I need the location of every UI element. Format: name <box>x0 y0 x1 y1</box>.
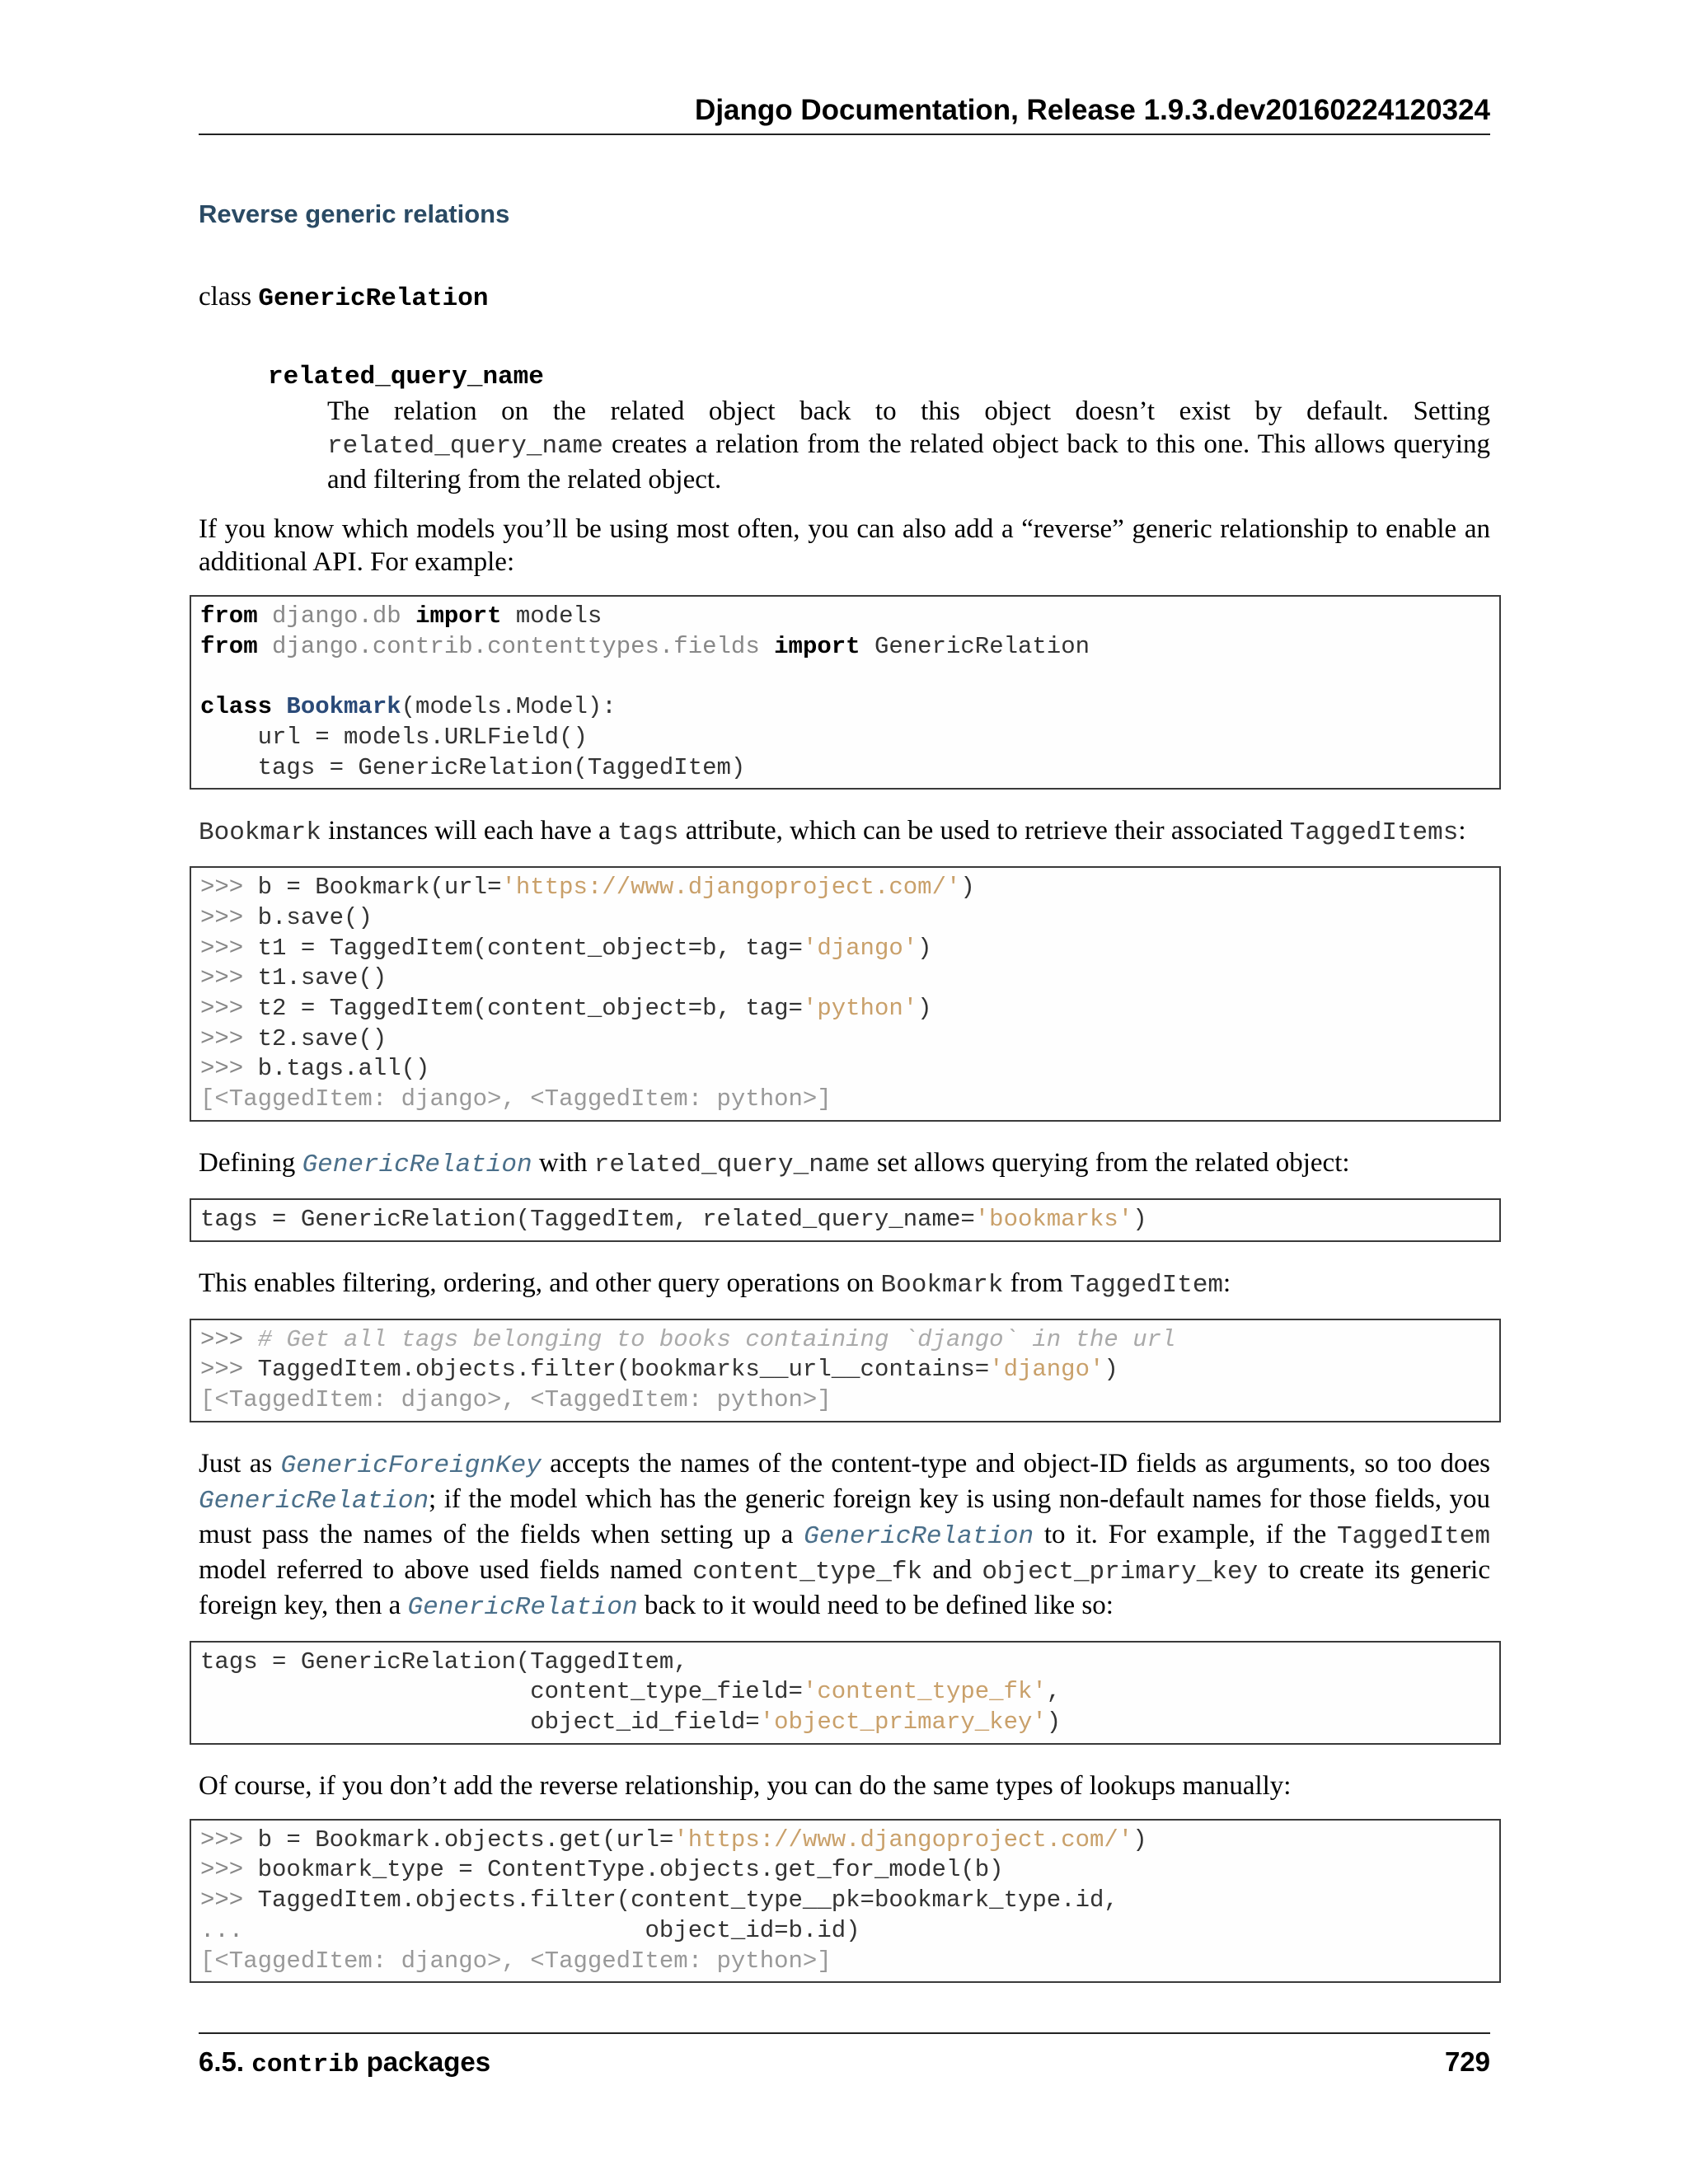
paragraph-of-course: Of course, if you don’t add the reverse relationship, you can do the same types of lookups manually: <box>199 1770 1292 1801</box>
code-block-custom-fields: tags = GenericRelation(TaggedItem, content_type_field='content_type_fk', object_id_field='object_primary_key') <box>190 1641 1501 1745</box>
paragraph-filtering: This enables filtering, ordering, and other query operations on Bookmark from TaggedItem: <box>199 1268 1231 1300</box>
link-genericrelation[interactable]: GenericRelation <box>302 1150 532 1179</box>
code-block-usage: >>> b = Bookmark(url='https://www.djangoproject.com/') >>> b.save() >>> t1 = TaggedItem(content_object=b, tag='django') >>> t1.save() >>> t2 = TaggedItem(content_object=b, tag='python') >>> t2.save() >>> b.tags.all() [<TaggedItem: django>, <TaggedItem: python>] <box>190 866 1501 1122</box>
code-block-related-query-name: tags = GenericRelation(TaggedItem, related_query_name='bookmarks') <box>190 1198 1501 1242</box>
paragraph-defining: Defining GenericRelation with related_query_name set allows querying from the related object: <box>199 1147 1350 1179</box>
code-block-filter: >>> # Get all tags belonging to books containing `django` in the url >>> TaggedItem.objects.filter(bookmarks__url__contains='django') [<TaggedItem: django>, <TaggedItem: python>] <box>190 1319 1501 1422</box>
link-genericrelation[interactable]: GenericRelation <box>407 1592 638 1622</box>
paragraph-just-as: Just as GenericForeignKey accepts the names of the content-type and object-ID fields as arguments, so too does GenericRelation; if the model which has the generic foreign key is using non-default names for those fields, you must pass the names of the fields when setting up a GenericRelation to it. For example, if the TaggedItem model referred to above used fields named content_type_fk and object_primary_key to create its generic foreign key, then a GenericRelation back to it would need to be defined like so: <box>199 1448 1491 1622</box>
attribute-description: The relation on the related object back to this object doesn’t exist by default. Setting related_query_name creates a relation from the related object back to this one. This allows querying and filtering from the related object. <box>327 396 1490 494</box>
paragraph-tags: Bookmark instances will each have a tags attribute, which can be used to retrieve their associated TaggedItems: <box>199 816 1466 848</box>
page-content <box>199 198 1490 2008</box>
attribute-block <box>268 360 1490 496</box>
page-number: 729 <box>1444 2046 1490 2077</box>
class-signature <box>199 279 1490 317</box>
inline-code: related_query_name <box>327 432 603 461</box>
attribute-name: related_query_name <box>268 363 544 391</box>
code-block-manual-lookup: >>> b = Bookmark.objects.get(url='https://www.djangoproject.com/') >>> bookmark_type = ContentType.objects.get_for_model(b) >>> TaggedItem.objects.filter(content_type__pk=bookmark_type.id, ... object_id=b.id) [<TaggedItem: django>, <TaggedItem: python>] <box>190 1819 1501 1984</box>
paragraph-intro: If you know which models you’ll be using most often, you can also add a “reverse” generic relationship to enable an additional API. For example: <box>199 514 1490 577</box>
code-block-model: from django.db import models from django.contrib.contenttypes.fields import GenericRelation class Bookmark(models.Model): url = models.URLField() tags = GenericRelation(TaggedItem) <box>190 595 1501 790</box>
link-genericrelation[interactable]: GenericRelation <box>804 1521 1034 1551</box>
footer-section: 6.5. contrib packages <box>199 2046 491 2079</box>
page-header: Django Documentation, Release 1.9.3.dev20160224120324 <box>199 89 1490 135</box>
link-genericforeignkey[interactable]: GenericForeignKey <box>280 1451 542 1480</box>
page-footer <box>199 2032 1490 2085</box>
class-keyword: class <box>199 282 252 312</box>
class-name: GenericRelation <box>258 284 489 313</box>
link-genericrelation[interactable]: GenericRelation <box>199 1486 429 1516</box>
section-title: Reverse generic relations <box>199 199 510 228</box>
